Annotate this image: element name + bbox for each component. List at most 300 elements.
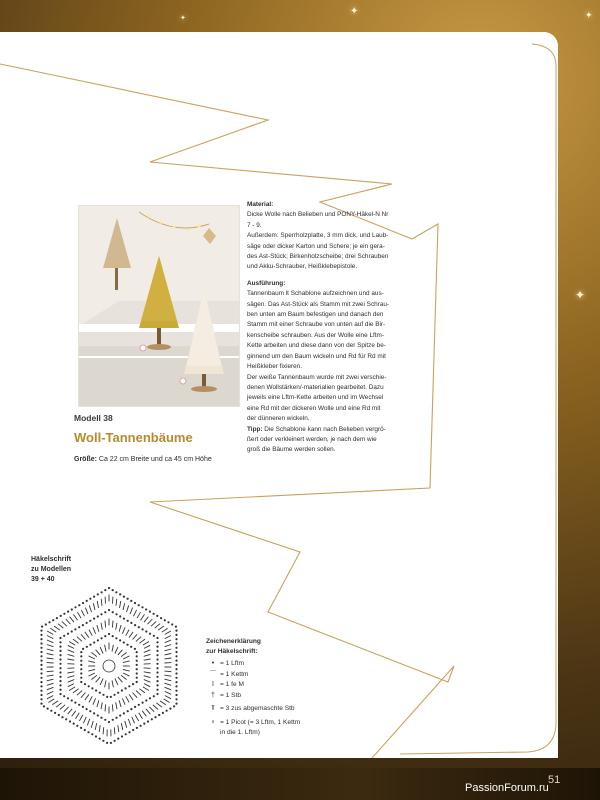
chain-dot (175, 664, 177, 666)
stitch-line (76, 713, 80, 719)
stitch-line (47, 640, 53, 643)
stitch-line (68, 650, 75, 653)
stitch-line (73, 639, 79, 643)
chain-dot (89, 644, 91, 646)
chain-dot (138, 626, 140, 628)
stitch-line (47, 675, 54, 676)
chain-dot (78, 626, 80, 628)
stitch-line (151, 621, 156, 626)
chain-dot (99, 692, 101, 694)
size-label: Größe: (74, 456, 97, 463)
stitch-line (85, 694, 89, 700)
chain-dot (156, 671, 158, 673)
chain-dot (80, 727, 82, 729)
diagram-title-line: 39 + 40 (31, 576, 55, 583)
chain-dot (149, 633, 151, 635)
chain-dot (115, 637, 117, 639)
chain-dot (136, 727, 138, 729)
stitch-line (116, 702, 117, 709)
chain-dot (59, 641, 61, 643)
chain-dot (43, 705, 45, 707)
chain-dot (149, 611, 151, 613)
stitch-line (89, 605, 91, 612)
chain-dot (175, 651, 177, 653)
chain-dot (121, 689, 123, 691)
cross-icon: † (211, 691, 215, 699)
tip-text: Die Schablone kann nach Belieben vergrö- (262, 425, 386, 433)
chain-dot (84, 683, 86, 685)
chain-dot (40, 681, 42, 683)
chain-dot (108, 633, 110, 635)
chain-dot (112, 719, 114, 721)
chain-dot (130, 600, 132, 602)
chain-dot (119, 639, 121, 641)
stitch-line (144, 645, 150, 648)
chain-dot (47, 708, 49, 710)
picot-icon: ♀ (210, 718, 216, 726)
stitch-line (96, 677, 101, 682)
stitch-line (47, 654, 54, 655)
stitch-line (96, 650, 101, 655)
chain-dot (50, 710, 52, 712)
stitch-line (47, 691, 53, 694)
stitch-line (153, 705, 158, 710)
model-label: Modell 38 (74, 413, 113, 423)
stitch-line (91, 721, 93, 728)
chain-dot (156, 658, 158, 660)
chain-dot (134, 602, 136, 604)
chain-dot (74, 628, 76, 630)
stitch-line (89, 673, 95, 676)
chain-dot (147, 720, 149, 722)
stitch-line (133, 693, 138, 698)
sparkle-icon: ✦ (180, 15, 186, 22)
chain-dot (175, 694, 177, 696)
stitch-line (134, 610, 137, 616)
chain-dot (132, 729, 134, 731)
chain-dot (151, 718, 153, 720)
stitch-line (89, 656, 95, 659)
chain-dot (136, 655, 138, 657)
tip-line: ßert oder verkleinert werden, je nach dem wie (247, 435, 377, 443)
stitch-line (118, 725, 119, 732)
execution-line: denen Wollstärken/-materialien gearbeitet. Dazu (247, 383, 384, 391)
diagram-title-line: zu Modellen (31, 566, 72, 573)
material-line: 7 - 9. (247, 221, 262, 229)
chain-dot (95, 735, 97, 737)
chain-dot (108, 721, 110, 723)
stitch-line (144, 659, 151, 660)
legend-title-line: zur Häkelschrift: (206, 648, 258, 655)
stitch-line (97, 625, 99, 632)
chain-dot (40, 664, 42, 666)
stitch-line (77, 637, 82, 642)
stitch-line (143, 642, 149, 646)
chain-dot (74, 606, 76, 608)
material-heading: Material: (247, 201, 274, 208)
stitch-line (126, 696, 129, 702)
chain-dot (175, 638, 177, 640)
chain-dot (134, 706, 136, 708)
chain-dot (59, 671, 61, 673)
center-ring (103, 660, 115, 672)
execution-line: eine Rd mit der dickeren Wolle und eine Rd mit (247, 404, 381, 412)
stitch-line (69, 687, 75, 691)
chain-dot (99, 738, 101, 740)
stitch-line (68, 684, 74, 687)
chain-dot (82, 602, 84, 604)
stitch-line (123, 669, 130, 671)
chain-dot (63, 635, 65, 637)
stitch-line (103, 727, 104, 734)
execution-line: jeweils eine Lftm-Kette arbeiten und im Wechsel (247, 394, 384, 402)
chain-dot (175, 642, 177, 644)
chain-dot (141, 606, 143, 608)
chain-dot (112, 589, 114, 591)
stitch-line (79, 715, 82, 721)
chain-dot (128, 685, 130, 687)
chain-dot (108, 609, 110, 611)
tip-line: groß die Bäume werden sollen. (247, 446, 336, 454)
chain-dot (59, 654, 61, 656)
chain-dot (127, 710, 129, 712)
stitch-line (60, 705, 65, 710)
chain-dot (156, 689, 158, 691)
chain-dot (123, 618, 125, 620)
chain-dot (59, 676, 61, 678)
chain-dot (175, 630, 177, 632)
chain-dot (115, 591, 117, 593)
diagram-title-line: Häkelschrift (31, 556, 72, 563)
chain-dot (40, 672, 42, 674)
chain-dot (117, 738, 119, 740)
chain-dot (76, 725, 78, 727)
chain-dot (113, 694, 115, 696)
chain-dot (101, 637, 103, 639)
stitch-line (105, 704, 106, 711)
stitch-line (160, 701, 166, 705)
stitch-line (95, 723, 97, 730)
chain-dot (100, 717, 102, 719)
tip-label: Tipp: (247, 425, 263, 433)
chain-dot (119, 615, 121, 617)
chain-dot (40, 703, 42, 705)
chain-dot (102, 694, 104, 696)
chain-dot (153, 613, 155, 615)
chain-dot (156, 667, 158, 669)
chain-dot (40, 647, 42, 649)
chain-dot (112, 635, 114, 637)
execution-line: Stamm mit einer Schraube von unten auf die Bir- (247, 321, 386, 329)
chain-dot (89, 620, 91, 622)
stitch-line (47, 696, 53, 699)
chain-dot (108, 587, 110, 589)
diagram-title (31, 555, 111, 585)
legend-item (206, 728, 336, 739)
stitch-line (54, 626, 60, 630)
stitch-line (67, 659, 74, 660)
chain-dot (175, 698, 177, 700)
chain-dot (123, 596, 125, 598)
cluster-icon: ⫪ (211, 705, 215, 712)
legend-item (206, 670, 336, 681)
stitch-line (115, 647, 118, 653)
chain-dot (156, 641, 158, 643)
chain-dot (125, 687, 127, 689)
chain-dot (45, 623, 47, 625)
chain-dot (162, 712, 164, 714)
stitch-line (47, 679, 54, 681)
chain-dot (86, 622, 88, 624)
chain-dot (40, 698, 42, 700)
stitch-line (85, 632, 89, 638)
chain-dot (169, 708, 171, 710)
chain-dot (40, 677, 42, 679)
stitch-line (121, 652, 127, 656)
stitch-line (144, 654, 151, 656)
chain-dot (104, 611, 106, 613)
execution-line: Kette arbeiten und diese dann von der Spitze be- (247, 342, 386, 350)
chain-dot (59, 693, 61, 695)
stitch-line (164, 699, 170, 703)
chain-dot (171, 623, 173, 625)
stitch-line (144, 684, 150, 687)
chain-dot (95, 689, 97, 691)
chain-dot (61, 716, 63, 718)
chain-dot (59, 680, 61, 682)
chain-dot (134, 624, 136, 626)
stitch-line (165, 683, 172, 685)
chain-dot (138, 704, 140, 706)
legend-text: = 1 Lftm (220, 660, 245, 667)
stitch-line (112, 704, 113, 711)
stitch-line (68, 680, 75, 683)
stitch-line (85, 608, 88, 615)
chain-dot (59, 684, 61, 686)
stitch-line (47, 645, 54, 647)
stitch-line (64, 707, 69, 712)
chain-dot (93, 618, 95, 620)
chain-dot (59, 667, 61, 669)
stitch-line (99, 725, 100, 732)
stitch-line (164, 658, 171, 659)
chain-dot (91, 733, 93, 735)
chain-dot (67, 697, 69, 699)
chain-dot (119, 714, 121, 716)
stitch-line (87, 719, 89, 726)
chain-dot (114, 740, 116, 742)
execution-line: Der weiße Tannenbaum wurde mit zwei verschie- (247, 373, 387, 381)
stitch-line (93, 698, 96, 704)
chain-dot (56, 617, 58, 619)
execution-line: der dünneren wickeln. (247, 415, 310, 423)
chain-dot (82, 624, 84, 626)
dot-icon: • (211, 660, 215, 667)
chain-dot (82, 706, 84, 708)
chain-dot (63, 613, 65, 615)
chain-dot (173, 705, 175, 707)
chain-dot (175, 626, 177, 628)
legend-text: = 3 zus abgemaschte Stb (220, 705, 295, 712)
stitch-line (125, 721, 127, 728)
execution-line: kenscheibe schrauben. Aus der Wolle eine Lftm- (247, 331, 385, 339)
stitch-line (122, 627, 125, 633)
stitch-line (91, 652, 97, 656)
chain-dot (67, 633, 69, 635)
chain-dot (80, 681, 82, 683)
chain-dot (175, 668, 177, 670)
stitch-line (73, 689, 79, 693)
chain-dot (119, 593, 121, 595)
stitch-line (149, 707, 154, 712)
stitch-line (56, 703, 62, 707)
chain-dot (100, 613, 102, 615)
stitch-line (122, 698, 125, 704)
chain-dot (110, 696, 112, 698)
stitch-line (114, 727, 115, 734)
material-line: und Akku-Schrauber, Heißklebepistole. (247, 263, 358, 271)
legend-title (206, 637, 336, 657)
chain-dot (40, 694, 42, 696)
chain-dot (88, 685, 90, 687)
chain-dot (145, 608, 147, 610)
stitch-line (50, 628, 56, 632)
chain-dot (136, 677, 138, 679)
stitch-line (68, 676, 75, 678)
stitch-line (58, 624, 63, 628)
chain-dot (40, 655, 42, 657)
chain-dot (40, 660, 42, 662)
chain-dot (156, 680, 158, 682)
arc-icon: ⌒ (209, 670, 217, 678)
stitch-line (130, 608, 133, 615)
chain-dot (136, 668, 138, 670)
chain-dot (153, 635, 155, 637)
stitch-line (165, 654, 172, 655)
chain-dot (82, 648, 84, 650)
chain-dot (149, 697, 151, 699)
chain-dot (156, 663, 158, 665)
chain-dot (97, 615, 99, 617)
stitch-line (156, 703, 162, 707)
stitch-line (78, 612, 82, 618)
stitch-line (89, 630, 92, 636)
stitch-line (116, 599, 117, 606)
stitch-line (132, 717, 135, 723)
stitch-line (146, 709, 151, 714)
chain-dot (63, 695, 65, 697)
chain-dot (156, 650, 158, 652)
page-number: 51 (548, 774, 561, 786)
stitch-line (165, 640, 171, 643)
chain-dot (134, 648, 136, 650)
chain-dot (140, 725, 142, 727)
legend-item (206, 704, 336, 715)
chain-dot (156, 693, 158, 695)
stitch-line (144, 672, 151, 673)
stitch-line (123, 603, 125, 610)
stitch-line (144, 680, 151, 683)
stitch-line (123, 656, 129, 659)
stitch-line (47, 636, 53, 639)
chain-dot (136, 660, 138, 662)
stitch-line (112, 645, 113, 652)
chain-dot (123, 641, 125, 643)
stitch-line (165, 645, 172, 647)
chain-dot (166, 710, 168, 712)
stitch-line (93, 627, 96, 633)
stitch-line (139, 689, 145, 693)
chain-dot (175, 655, 177, 657)
stitch-line (136, 691, 141, 696)
stitch-line (139, 713, 143, 719)
legend-text: = 1 Stb (220, 691, 242, 699)
stitch-line (129, 694, 133, 700)
chain-dot (115, 613, 117, 615)
product-photo (78, 205, 240, 407)
chain-dot (59, 663, 61, 665)
chain-dot (78, 704, 80, 706)
execution-line: ben unten am Baum befestigen und danach den (247, 311, 384, 319)
chain-dot (67, 611, 69, 613)
stitch-line (97, 601, 98, 608)
stitch-line (165, 631, 171, 634)
chain-dot (58, 714, 60, 716)
chain-dot (160, 617, 162, 619)
chain-dot (93, 712, 95, 714)
stitch-line (121, 723, 123, 730)
chain-dot (80, 672, 82, 674)
chain-dot (97, 639, 99, 641)
chain-dot (130, 622, 132, 624)
stitch-line (70, 617, 74, 623)
chain-dot (175, 672, 177, 674)
chain-dot (40, 685, 42, 687)
stitch-line (144, 676, 151, 678)
stitch-line (66, 619, 71, 624)
stitch-line (141, 614, 145, 620)
stitch-line (105, 680, 106, 687)
chain-dot (158, 714, 160, 716)
chain-dot (156, 684, 158, 686)
stitch-line (93, 603, 95, 610)
chain-dot (101, 591, 103, 593)
execution-line: sägen. Das Ast-Stück als Stamm mit zwei Schrau- (247, 300, 390, 308)
sparkle-icon: ✦ (350, 6, 359, 17)
chain-dot (156, 654, 158, 656)
execution-line: Tannenbaum lt Schablone aufzeichnen und aus- (247, 290, 384, 298)
stitch-line (120, 601, 121, 608)
chain-dot (59, 650, 61, 652)
stitch-line (83, 717, 86, 723)
chain-dot (156, 637, 158, 639)
legend-text: = 1 Kettm (220, 670, 249, 678)
chain-dot (80, 668, 82, 670)
chain-dot (40, 638, 42, 640)
chain-dot (175, 690, 177, 692)
stitch-line (77, 691, 82, 696)
chain-dot (143, 723, 145, 725)
stitch-line (123, 673, 129, 676)
stitch-line (165, 649, 172, 651)
execution-line: ginnend um den Baum wickeln und Rd für Rd mit (247, 352, 386, 360)
chain-dot (71, 630, 73, 632)
stitch-line (48, 699, 54, 703)
instructions-column (247, 200, 432, 456)
chain-dot (40, 668, 42, 670)
chain-dot (175, 685, 177, 687)
chain-dot (164, 619, 166, 621)
